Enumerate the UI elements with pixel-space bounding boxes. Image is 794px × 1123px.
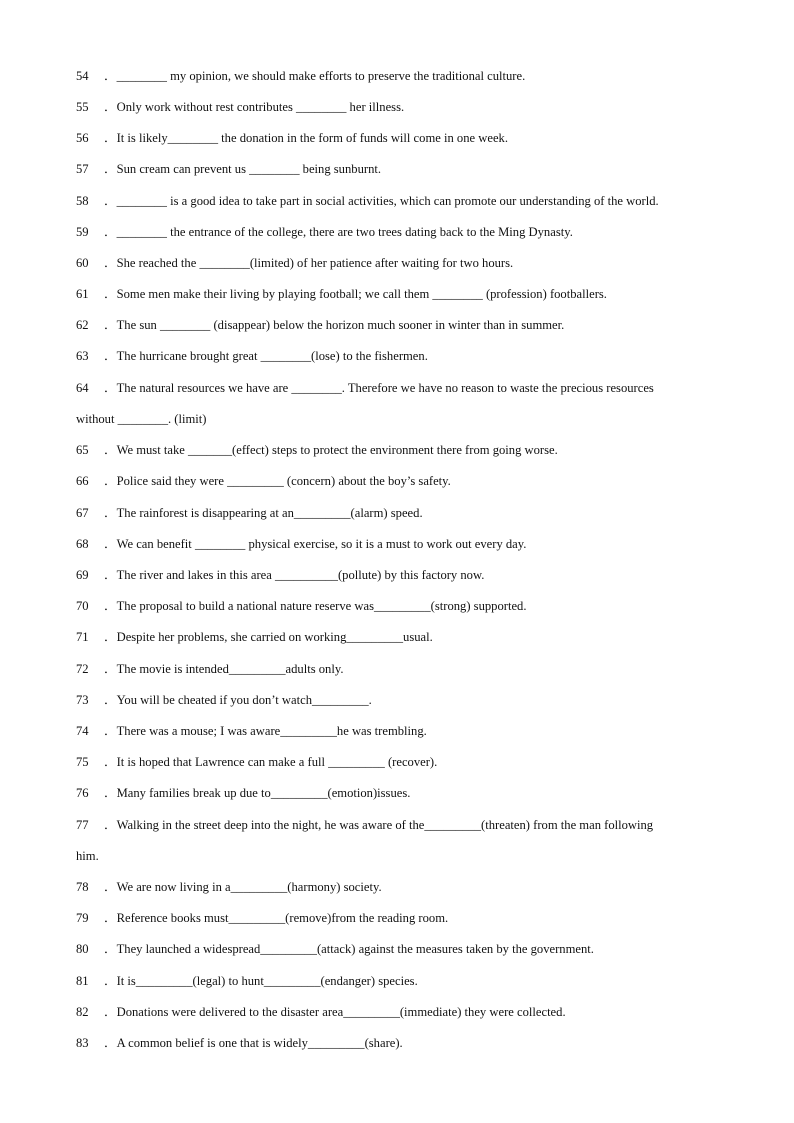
question-number: 71 — [76, 630, 89, 644]
question-number: 81 — [76, 974, 89, 988]
question-number: 56 — [76, 131, 89, 145]
question-text: She reached the ________(limited) of her patience after waiting for two hours. — [116, 256, 514, 270]
question-79: 79 ．Reference books must_________(remove)from the reading room. — [76, 911, 449, 925]
question-number: 75 — [76, 755, 89, 769]
question-66: 66 ．Police said they were _________ (concern) about the boy’s safety. — [76, 474, 451, 488]
question-59: 59 ．________ the entrance of the college, there are two trees dating back to the Ming Dynasty. — [76, 225, 573, 239]
question-number: 57 — [76, 162, 89, 176]
question-73: 73 ．You will be cheated if you don’t watch_________. — [76, 693, 372, 707]
question-58: 58 ．________ is a good idea to take part in social activities, which can promote our understanding of the world. — [76, 194, 659, 208]
question-72: 72 ．The movie is intended_________adults only. — [76, 662, 344, 676]
question-number: 77 — [76, 818, 89, 832]
question-82: 82 ．Donations were delivered to the disaster area_________(immediate) they were collected. — [76, 1005, 566, 1019]
question-text: It is likely________ the donation in the form of funds will come in one week. — [116, 131, 508, 145]
question-64-continuation — [76, 411, 764, 427]
question-text: The rainforest is disappearing at an_________(alarm) speed. — [116, 506, 423, 520]
question-number: 78 — [76, 880, 89, 894]
question-number: 72 — [76, 662, 89, 676]
question-68: 68 ．We can benefit ________ physical exercise, so it is a must to work out every day. — [76, 537, 527, 551]
question-text: A common belief is one that is widely_________(share). — [116, 1036, 403, 1050]
question-83: 83 ．A common belief is one that is widely_________(share). — [76, 1036, 403, 1050]
question-text: The movie is intended_________adults only. — [116, 662, 344, 676]
question-55: 55 ．Only work without rest contributes ________ her illness. — [76, 100, 405, 114]
question-number: 82 — [76, 1005, 89, 1019]
question-number: 73 — [76, 693, 89, 707]
question-54: 54 ．________ my opinion, we should make efforts to preserve the traditional culture. — [76, 69, 526, 83]
question-56: 56 ．It is likely________ the donation in the form of funds will come in one week. — [76, 131, 508, 145]
question-number: 59 — [76, 225, 89, 239]
question-text: The hurricane brought great ________(lose) to the fishermen. — [116, 349, 428, 363]
question-text: The proposal to build a national nature reserve was_________(strong) supported. — [116, 599, 527, 613]
question-text: Only work without rest contributes ________ her illness. — [116, 100, 405, 114]
question-number: 79 — [76, 911, 89, 925]
question-text: Reference books must_________(remove)from the reading room. — [116, 911, 449, 925]
question-text: Despite her problems, she carried on working_________usual. — [116, 630, 433, 644]
question-number: 69 — [76, 568, 89, 582]
question-number: 60 — [76, 256, 89, 270]
question-text: It is_________(legal) to hunt_________(endanger) species. — [116, 974, 418, 988]
question-70: 70 ．The proposal to build a national nature reserve was_________(strong) supported. — [76, 599, 527, 613]
question-63: 63 ．The hurricane brought great ________(lose) to the fishermen. — [76, 349, 428, 363]
question-60: 60 ．She reached the ________(limited) of her patience after waiting for two hours. — [76, 256, 514, 270]
question-number: 76 — [76, 786, 89, 800]
question-number: 61 — [76, 287, 89, 301]
question-text: ________ is a good idea to take part in social activities, which can promote our understanding of the world. — [116, 194, 659, 208]
question-77: 77 ．Walking in the street deep into the night, he was aware of the_________(threaten) from the man following — [76, 818, 654, 832]
question-number: 67 — [76, 506, 89, 520]
question-number: 64 — [76, 381, 89, 395]
question-text: There was a mouse; I was aware_________he was trembling. — [116, 724, 427, 738]
question-number: 55 — [76, 100, 89, 114]
question-61: 61 ．Some men make their living by playing football; we call them ________ (profession) footballers. — [76, 287, 607, 301]
question-text: Walking in the street deep into the night, he was aware of the_________(threaten) from the man following — [116, 818, 654, 832]
question-text: Sun cream can prevent us ________ being sunburnt. — [116, 162, 382, 176]
question-text: The sun ________ (disappear) below the horizon much sooner in winter than in summer. — [116, 318, 565, 332]
question-text: ________ the entrance of the college, there are two trees dating back to the Ming Dynasty. — [116, 225, 573, 239]
question-text-continuation: him. — [76, 849, 99, 863]
question-text: The natural resources we have are ________. Therefore we have no reason to waste the precious resources — [116, 381, 654, 395]
question-71: 71 ．Despite her problems, she carried on working_________usual. — [76, 630, 433, 644]
question-64: 64 ．The natural resources we have are ________. Therefore we have no reason to waste the precious resources — [76, 381, 654, 395]
question-number: 74 — [76, 724, 89, 738]
question-number: 58 — [76, 194, 89, 208]
question-number: 65 — [76, 443, 89, 457]
question-text: It is hoped that Lawrence can make a full _________ (recover). — [116, 755, 438, 769]
question-65: 65 ．We must take _______(effect) steps to protect the environment there from going worse. — [76, 443, 558, 457]
question-text: Donations were delivered to the disaster area_________(immediate) they were collected. — [116, 1005, 566, 1019]
question-77-continuation — [76, 848, 764, 864]
question-text: The river and lakes in this area __________(pollute) by this factory now. — [116, 568, 485, 582]
question-text: We must take _______(effect) steps to protect the environment there from going worse. — [116, 443, 558, 457]
question-74: 74 ．There was a mouse; I was aware_________he was trembling. — [76, 724, 427, 738]
question-80: 80 ．They launched a widespread_________(attack) against the measures taken by the government. — [76, 942, 594, 956]
question-57: 57 ．Sun cream can prevent us ________ being sunburnt. — [76, 162, 382, 176]
question-number: 68 — [76, 537, 89, 551]
question-number: 70 — [76, 599, 89, 613]
question-62: 62 ．The sun ________ (disappear) below the horizon much sooner in winter than in summer. — [76, 318, 565, 332]
question-text: Some men make their living by playing football; we call them ________ (profession) footballers. — [116, 287, 607, 301]
question-81: 81 ．It is_________(legal) to hunt_________(endanger) species. — [76, 974, 418, 988]
question-text: ________ my opinion, we should make efforts to preserve the traditional culture. — [116, 69, 526, 83]
question-number: 66 — [76, 474, 89, 488]
question-text: Many families break up due to_________(emotion)issues. — [116, 786, 411, 800]
question-text: They launched a widespread_________(attack) against the measures taken by the government. — [116, 942, 594, 956]
question-76: 76 ．Many families break up due to_________(emotion)issues. — [76, 786, 411, 800]
question-69: 69 ．The river and lakes in this area __________(pollute) by this factory now. — [76, 568, 485, 582]
question-text: Police said they were _________ (concern) about the boy’s safety. — [116, 474, 451, 488]
question-number: 63 — [76, 349, 89, 363]
question-text: We can benefit ________ physical exercise, so it is a must to work out every day. — [116, 537, 527, 551]
question-text: We are now living in a_________(harmony) society. — [116, 880, 382, 894]
question-78: 78 ．We are now living in a_________(harmony) society. — [76, 880, 382, 894]
question-number: 83 — [76, 1036, 89, 1050]
question-text: You will be cheated if you don’t watch_________. — [116, 693, 372, 707]
question-75: 75 ．It is hoped that Lawrence can make a full _________ (recover). — [76, 755, 438, 769]
question-number: 54 — [76, 69, 89, 83]
question-text-continuation: without ________. (limit) — [76, 412, 207, 426]
question-number: 80 — [76, 942, 89, 956]
question-67: 67 ．The rainforest is disappearing at an_________(alarm) speed. — [76, 506, 423, 520]
question-number: 62 — [76, 318, 89, 332]
